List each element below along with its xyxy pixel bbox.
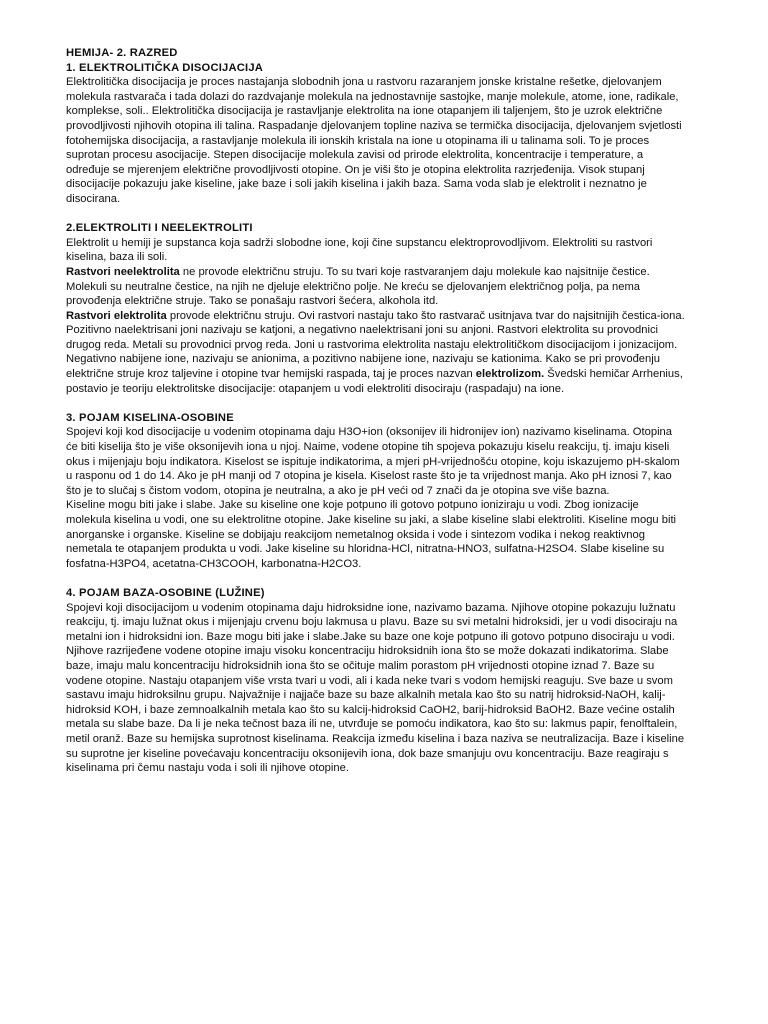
neelektrolit-term: Rastvori neelektrolita xyxy=(66,265,180,278)
elektrolit-term: Rastvori elektrolita xyxy=(66,309,167,322)
section-4-heading: 4. POJAM BAZA-OSOBINE (LUŽINE) xyxy=(66,586,265,599)
section-2-heading: 2.ELEKTROLITI I NEELEKTROLITI xyxy=(66,222,253,235)
section-4-paragraph: Spojevi koji disocijacijom u vodenim otopinama daju hidroksidne ione, nazivamo bazama. Njihove otopine pokazuju lužnatu reakciju, tj. imaju lužnat okus i mijenjaju crvenu boju lakmusa u plavu. Baze su svi metalni hidroksidi, jer u vodi disociraju na metalni ion i hidroksidni ion. Baze mogu biti jake i slabe.Jake su baze one koje potpuno ili gotovo potpuno disociraju u vodi. Njihove razrijeđene vodene otopine imaju visoku koncentraciju hidroksidnih iona što se može dokazati indikatorima. Slabe baze, imaju malu koncentraciju hidroksidnih iona što se očituje malim porastom pH vrijednosti otopine iznad 7. Baze su vodene otopine. Nastaju otapanjem više vrsta tvari u vodi, ali i kada neke tvari s vodom hemijski reaguju. Sve baze u svom sastavu imaju hidroksilnu grupu. Najvažnije i najjače baze su baze alkalnih metala kao što su natrij hidroksid-NaOH, kalij-hidroksid KOH, i baze zemnoalkalnih metala kao što su kalcij-hidroksid CaOH2, barij-hidroksid BaOH2. Baze većine ostalih metala su slabe baze. Da li je neka tečnost baza ili ne, utvrđuje se pomoću indikatora, kao što su: lakmus papir, fenolftalein, metil oranž. Baze su hemijska suprotnost kiselinama. Reakcija između kiselina i baza naziva se neutralizacija. Baze i kiseline su suprotne jer kiseline povećavaju koncentraciju oksonijevih iona, dok baze smanjuju ovu koncentraciju. Baze reagiraju s kiselinama pri čemu nastaju voda i soli ili njihove otopine. xyxy=(66,601,685,775)
section-3-heading: 3. POJAM KISELINA-OSOBINE xyxy=(66,411,234,424)
section-1-heading: 1. ELEKTROLITIČKA DISOCIJACIJA xyxy=(66,61,264,74)
section-3-paragraph-2: Kiseline mogu biti jake i slabe. Jake su kiseline one koje potpuno ili gotovo potpuno ioniziraju u vodi. Zbog ionizacije molekula kiselina u vodi, one su elektrolitne otopine. Jake kiseline su jaki, a slabe kiseline slabi elektroliti. Kiseline mogu biti anorganske i organske. Kiseline se dobijaju reakcijom nemetalnog oksida i vode i sintezom vodika i nekog reaktivnog nemetala te otapanjem produkta u vodi. Jake kiseline su hloridna-HCl, nitratna-HNO3, sulfatna-H2SO4. Slabe kiseline su fosfatna-H3PO4, acetatna-CH3COOH, karbonatna-H2CO3. xyxy=(66,499,677,570)
section-2-paragraph-4 xyxy=(66,352,686,396)
section-2-paragraph-3 xyxy=(66,309,686,353)
section-2-paragraph-2 xyxy=(66,265,686,309)
ion-text-end: Švedski hemičar Arrhenius, postavio je teoriju elektrolitske disocijacije: otapanjem u vodi elektroliti disociraju (raspadaju) na ione. xyxy=(66,368,683,395)
ion-text-start: Negativno nabijene ione, nazivaju se anionima, a pozitivno nabijene ione, nazivaju se kationima. Kako se pri provođenju električne struje kroz taljevine i otopine tvar hemijski raspada, taj je proces nazvan xyxy=(66,353,660,381)
elektrolit-text: provode električnu struju. Ovi rastvori nastaju tako što rastvarač usitnjava tvar do najsitnijih čestica-iona. Pozitivno naelektrisani joni nazivaju se katjoni, a negativno naelektrisani joni su anjoni. Rastvori elektrolita su provodnici drugog reda. Metali su provodnici prvog reda. Joni u rastvorima elektrolita nastaju elektrolitičkom disocijacijom i jonizacijom. xyxy=(66,309,685,351)
elektroliza-term: elektrolizom. xyxy=(475,368,545,381)
section-1-paragraph: Elektrolitička disocijacija je proces nastajanja slobodnih jona u rastvoru razaranjem jonske kristalne rešetke, djelovanjem molekula rastvarača i tada dolazi do razdvajanje molekula na jednostavnije sastojke, manje molekule, atome, ione, radikale, komplekse, soli.. Elektrolitička disocijacija je rastavljanje elektrolita na ione otapanjem ili taljenjem, što je uzrok električne provodljivosti njihovih otopina ili talina. Raspadanje djelovanjem topline naziva se termička disocijacija, djelovanjem svjetlosti fotohemijska disocijacija, a rastavljanje molekula ili ionskih kristala na ione u otopinama ili u talinama soli. To je proces suprotan procesu asocijacije. Stepen disocijacije molekula zavisi od prirode elektrolita, koncentracije i temperature, a određuje se mjerenjem električne provodljivosti otopine. On je viši što je otopina elektrolita razrjeđenija. Visok stupanj disocijacije pokazuju jake kiseline, jake baze i soli jakih kiselina i jakih baza. Sama voda slab je elektrolit i neznatno je disocirana. xyxy=(66,76,682,205)
document-title: HEMIJA- 2. RAZRED xyxy=(66,47,178,59)
section-2-paragraph-1: Elektrolit u hemiji je supstanca koja sadrži slobodne ione, koji čine supstancu elektroprovodljivom. Elektroliti su rastvori kiselina, baza ili soli. xyxy=(66,236,653,264)
document-page xyxy=(66,46,686,776)
neelektrolit-text: ne provode električnu struju. To su tvari koje rastvaranjem daju molekule kao najsitnije čestice. Molekuli su neutralne čestice, na njih ne djeluje električno polje. Ne kreću se djelovanjem električnog polja, pa nema provođenja električne struje. Tako se ponašaju rastvori šećera, alkohola itd. xyxy=(66,265,650,308)
section-3-paragraph-1: Spojevi koji kod disocijacije u vodenim otopinama daju H3O+ion (oksonijev ili hidronijev ion) nazivamo kiselinama. Otopina će biti kiselija što je više oksonijevih iona u njoj. Naime, vodene otopine tih spojeva pokazuju kiselu reakciju, tj. imaju kiseli okus i mijenjaju boju indikatora. Kiselost se ispituje indikatorima, a mjeri pH-vrijednošću otopine, koju iskazujemo pH-skalom u rasponu od 1 do 14. Ako je pH manji od 7 otopina je kisela. Kiselost raste što je ta vrijednost manja. Ako pH iznosi 7, kao što je to slučaj s čistom vodom, otopina je neutralna, a ako je pH veći od 7 znači da je otopina sve više bazna. xyxy=(66,426,680,497)
